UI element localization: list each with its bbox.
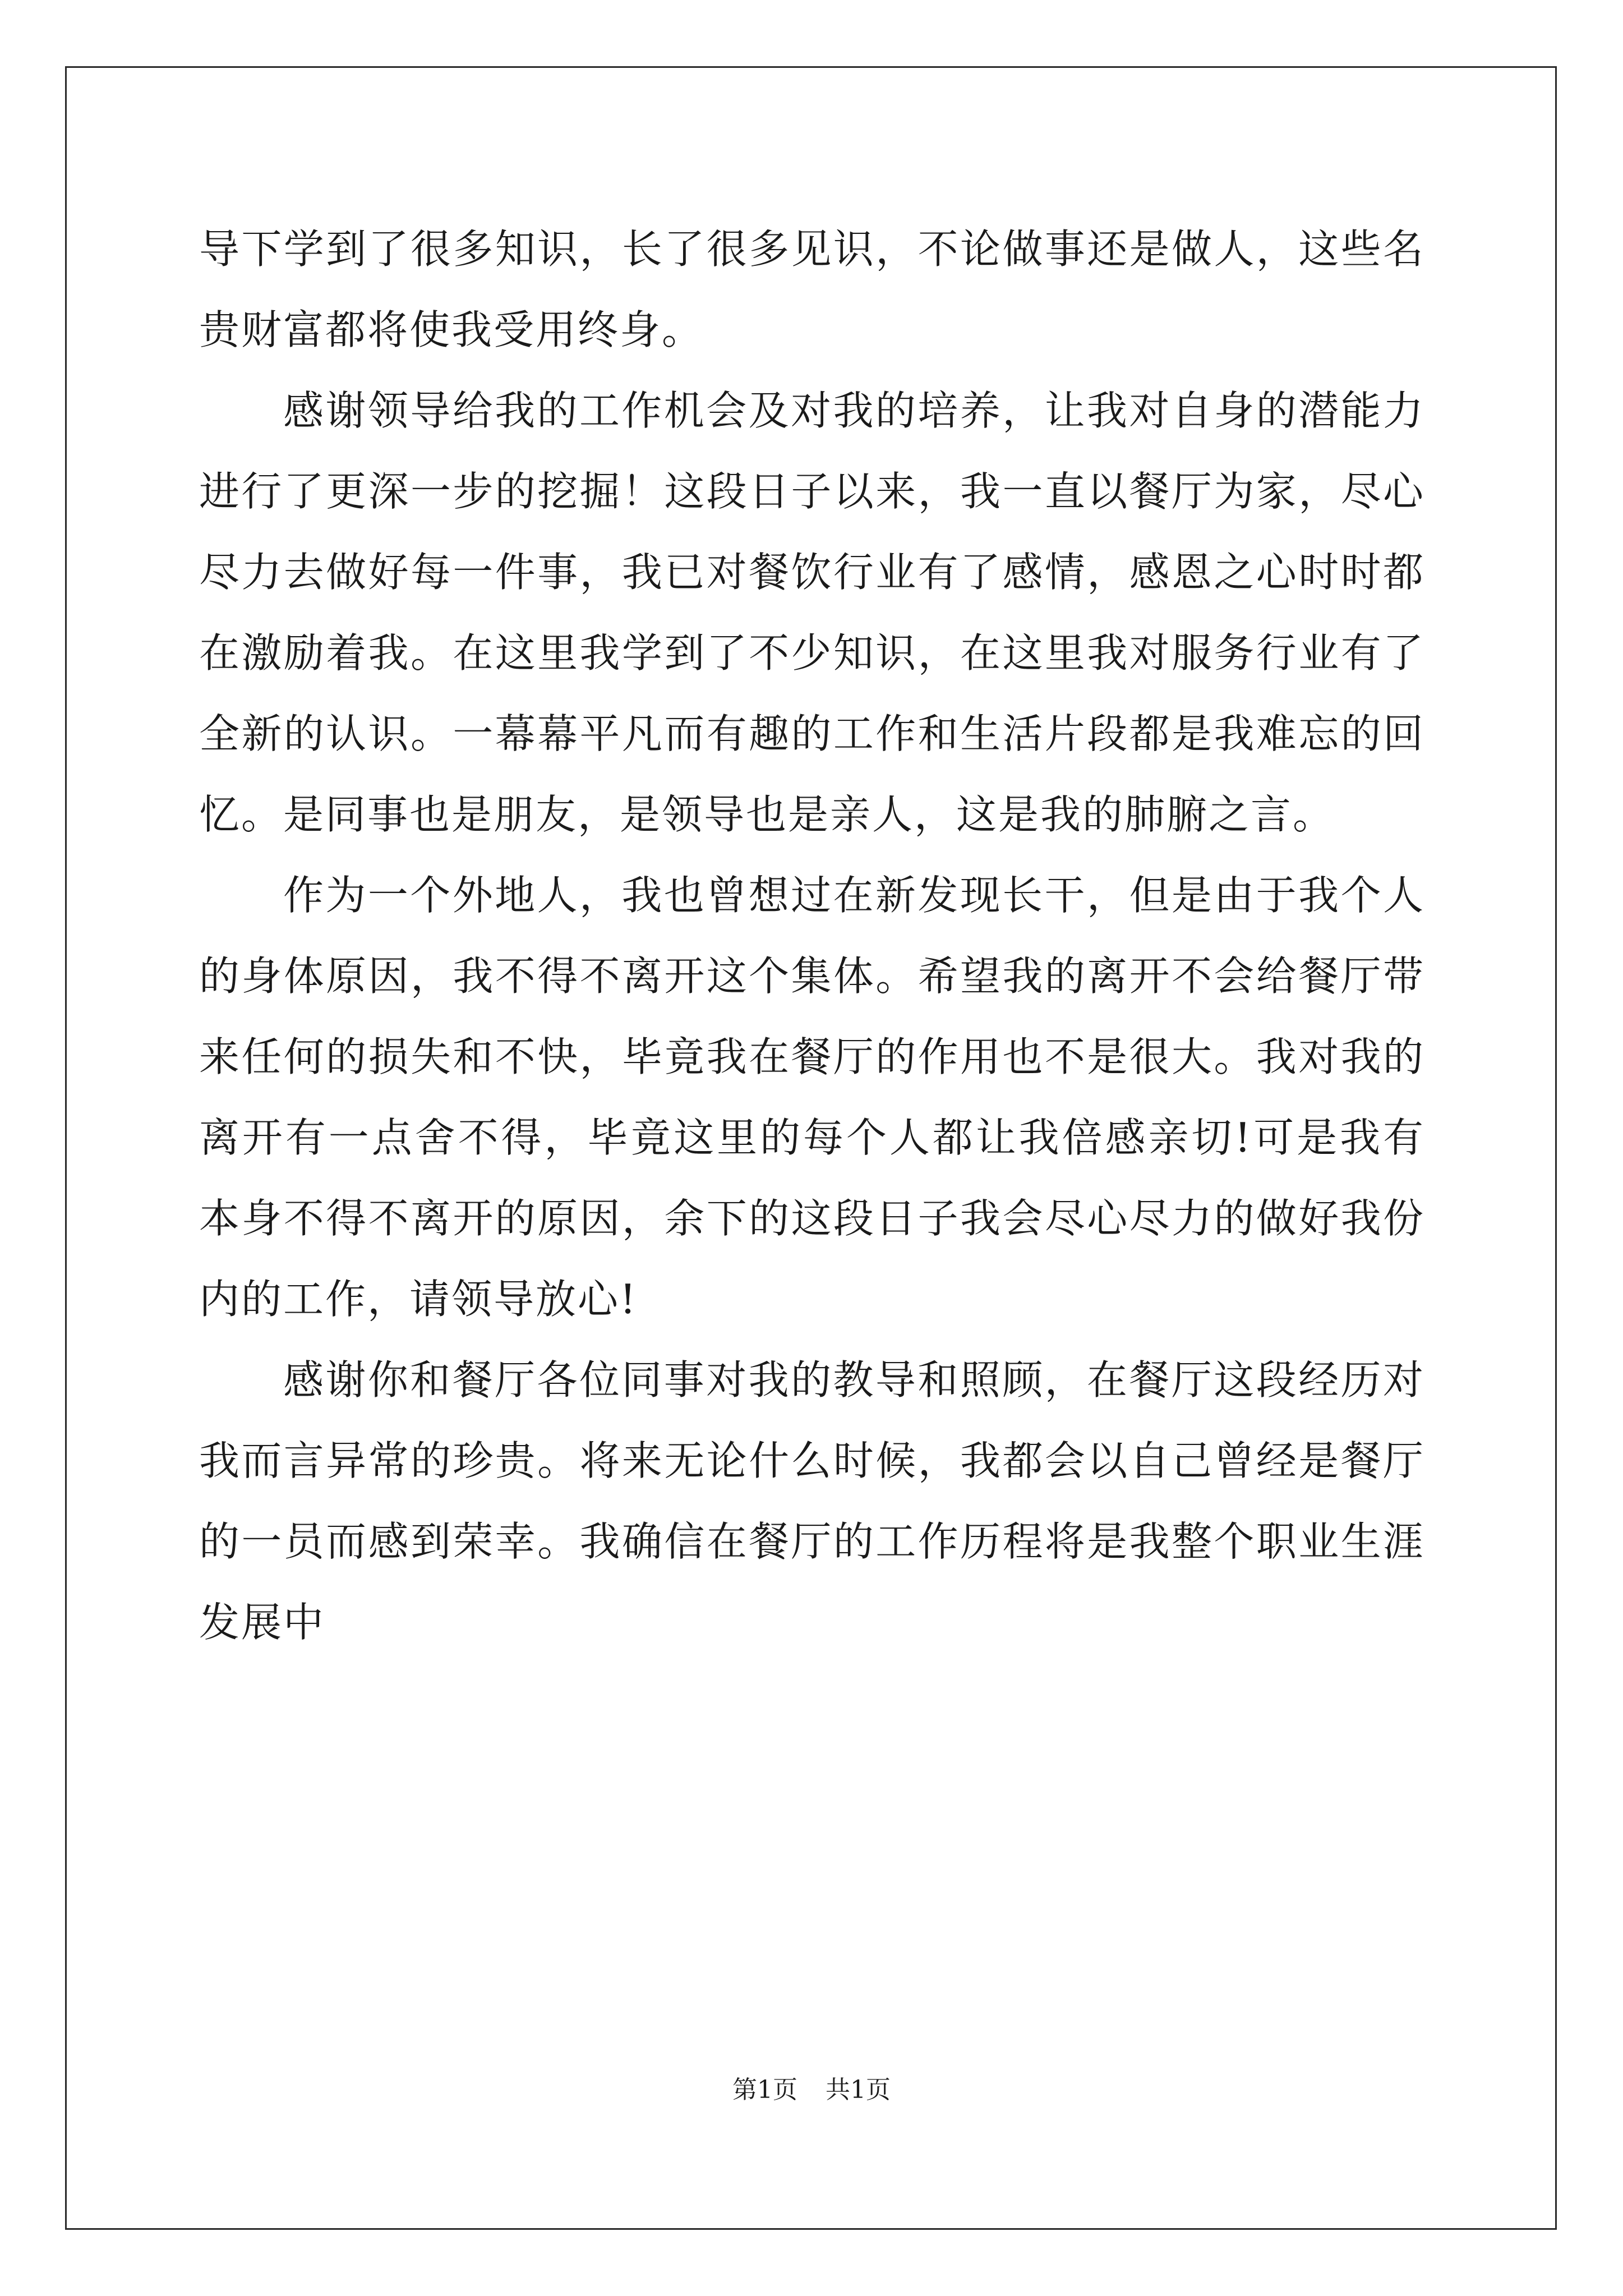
document-body (199, 209, 1425, 1663)
paragraph-2: 感谢领导给我的工作机会及对我的培养，让我对自身的潜能力进行了更深一步的挖掘！这段日子以来，我一直以餐厅为家，尽心尽力去做好每一件事，我已对餐饮行业有了感情，感恩之心时时都在激励着我。在这里我学到了不少知识，在这里我对服务行业有了全新的认识。一幕幕平凡而有趣的工作和生活片段都是我难忘的回忆。是同事也是朋友，是领导也是亲人，这是我的肺腑之言。 (199, 387, 1425, 838)
page-footer (0, 2074, 1623, 2106)
page-number: 第1页 (732, 2076, 797, 2104)
paragraph-3: 作为一个外地人，我也曾想过在新发现长干，但是由于我个人的身体原因，我不得不离开这个集体。希望我的离开不会给餐厅带来任何的损失和不快，毕竟我在餐厅的作用也不是很大。我对我的离开有一点舍不得，毕竟这里的每个人都让我倍感亲切!可是我有本身不得不离开的原因，余下的这段日子我会尽心尽力的做好我份内的工作，请领导放心! (199, 872, 1425, 1323)
page-total: 共1页 (826, 2076, 891, 2104)
paragraph-1: 导下学到了很多知识，长了很多见识，不论做事还是做人，这些名贵财富都将使我受用终身。 (199, 226, 1425, 353)
paragraph-4: 感谢你和餐厅各位同事对我的教导和照顾，在餐厅这段经历对我而言异常的珍贵。将来无论什么时候，我都会以自己曾经是餐厅的一员而感到荣幸。我确信在餐厅的工作历程将是我整个职业生涯发展中 (199, 1356, 1425, 1646)
